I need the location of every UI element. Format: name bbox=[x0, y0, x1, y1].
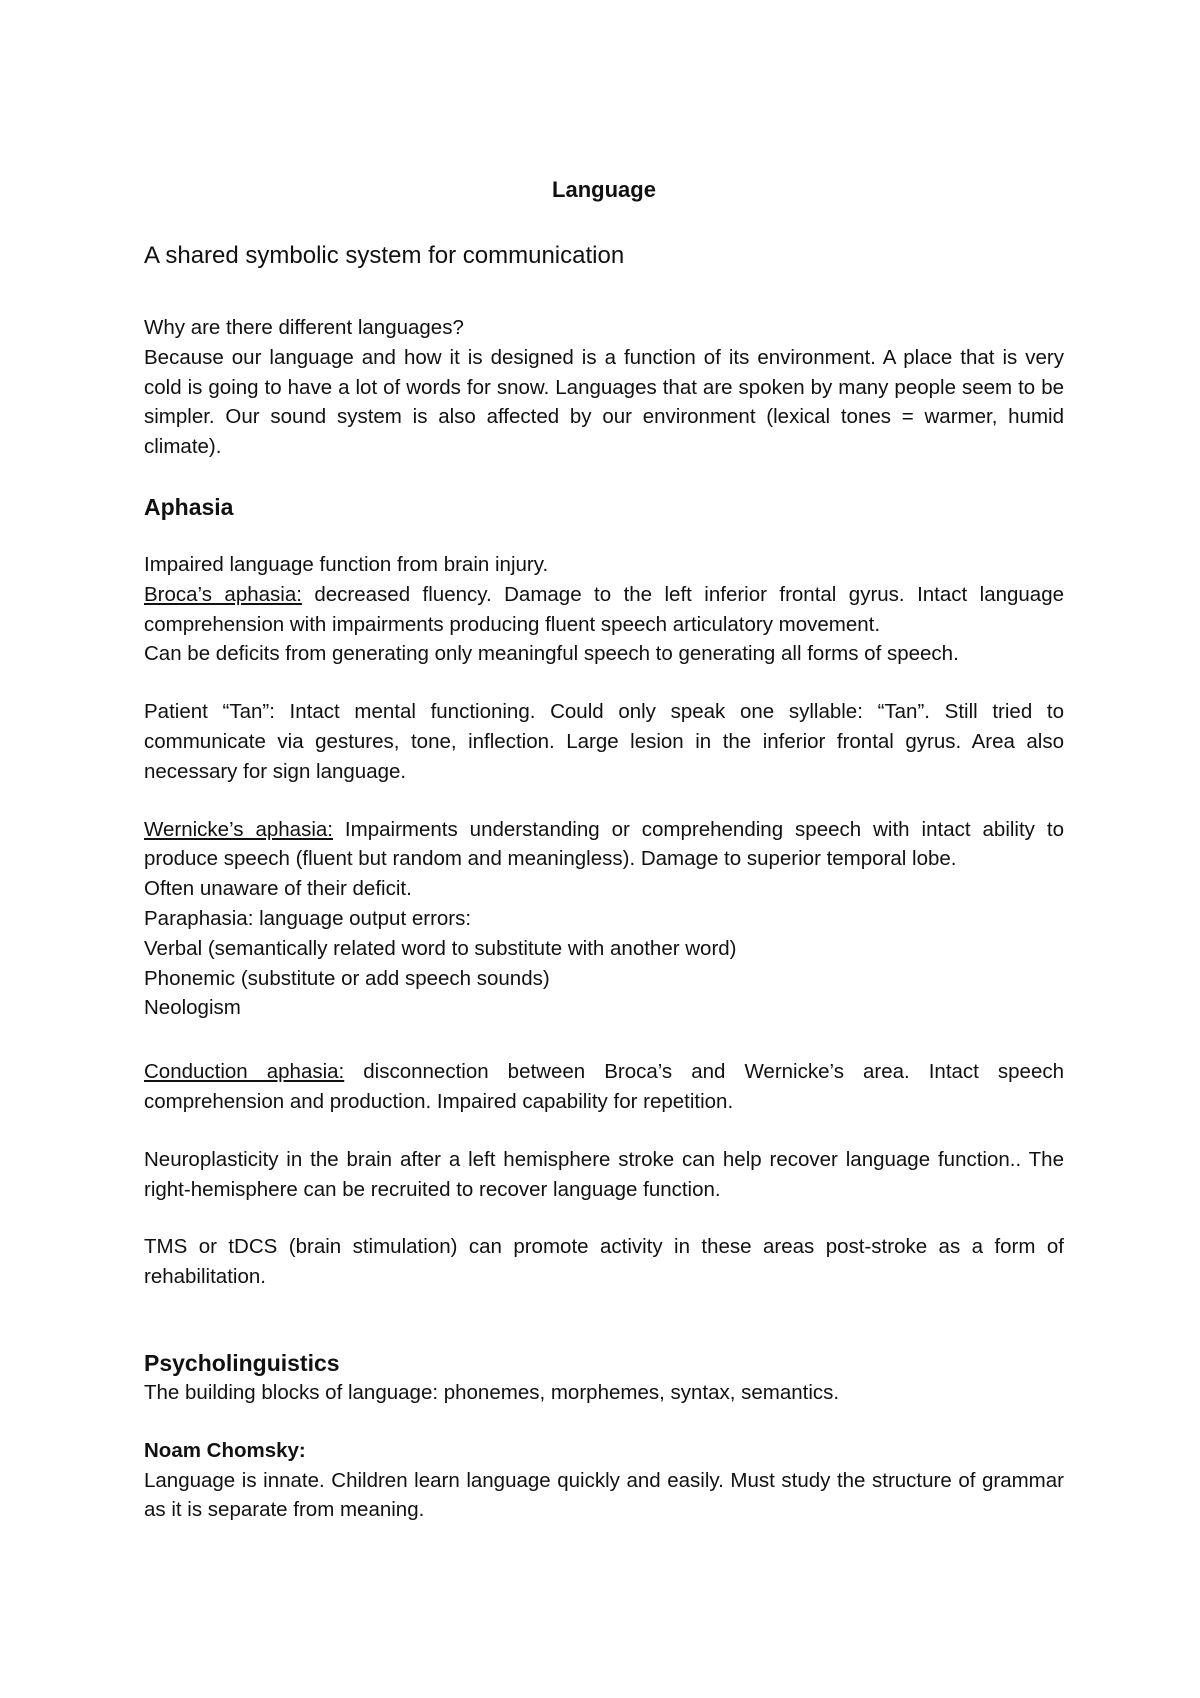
neuroplasticity-paragraph: Neuroplasticity in the brain after a left hemisphere stroke can help recover language function.. The right-hemisphere can be recruited to recover language function. bbox=[144, 1147, 1064, 1201]
wernicke-paragraph bbox=[144, 815, 1064, 875]
wernicke-line: Phonemic (substitute or add speech sounds) bbox=[144, 966, 550, 990]
building-blocks: The building blocks of language: phonemes, morphemes, syntax, semantics. bbox=[144, 1380, 840, 1404]
chomsky-heading: Noam Chomsky: bbox=[144, 1438, 306, 1462]
document-page bbox=[144, 175, 1064, 1525]
broca-paragraph bbox=[144, 580, 1064, 640]
aphasia-definition: Impaired language function from brain injury. bbox=[144, 552, 549, 576]
intro-question: Why are there different languages? bbox=[144, 316, 464, 339]
wernicke-text: Impairments understanding or comprehending speech with intact ability to produce speech (fluent but random and meaningless). Damage to superior temporal lobe. bbox=[144, 817, 1064, 871]
broca-term: Broca’s aphasia: bbox=[144, 582, 302, 606]
psycholinguistics-heading: Psycholinguistics bbox=[144, 1349, 340, 1376]
chomsky-text: Language is innate. Children learn language quickly and easily. Must study the structure of grammar as it is separate from meaning. bbox=[144, 1468, 1064, 1522]
conduction-text: disconnection between Broca’s and Wernicke’s area. Intact speech comprehension and production. Impaired capability for repetition. bbox=[144, 1060, 1064, 1113]
wernicke-line: Often unaware of their deficit. bbox=[144, 877, 412, 901]
aphasia-heading: Aphasia bbox=[144, 493, 234, 520]
conduction-paragraph bbox=[144, 1057, 1064, 1117]
tms-paragraph: TMS or tDCS (brain stimulation) can promote activity in these areas post-stroke as a form of rehabilitation. bbox=[144, 1235, 1064, 1289]
wernicke-line: Neologism bbox=[144, 996, 241, 1020]
intro-answer: Because our language and how it is designed is a function of its environment. A place that is very cold is going to have a lot of words for snow. Languages that are spoken by many people seem to be simpler. Our sound system is also affected by our environment (lexical tones = warmer, humid climate). bbox=[144, 345, 1064, 459]
document-title: Language bbox=[552, 177, 656, 202]
conduction-term: Conduction aphasia: bbox=[144, 1060, 345, 1084]
document-subtitle: A shared symbolic system for communication bbox=[144, 242, 625, 269]
wernicke-term: Wernicke’s aphasia: bbox=[144, 817, 333, 841]
wernicke-line: Paraphasia: language output errors: bbox=[144, 906, 472, 930]
broca-deficits: Can be deficits from generating only meaningful speech to generating all forms of speech. bbox=[144, 642, 959, 666]
wernicke-line: Verbal (semantically related word to substitute with another word) bbox=[144, 936, 737, 960]
patient-tan-paragraph: Patient “Tan”: Intact mental functioning. Could only speak one syllable: “Tan”. Still tried to communicate via gestures, tone, inflection. Large lesion in the inferior frontal gyrus. Area also necessary for sign language. bbox=[144, 700, 1064, 783]
broca-text: decreased fluency. Damage to the left inferior frontal gyrus. Intact language comprehension with impairments producing fluent speech articulatory movement. bbox=[144, 582, 1065, 636]
